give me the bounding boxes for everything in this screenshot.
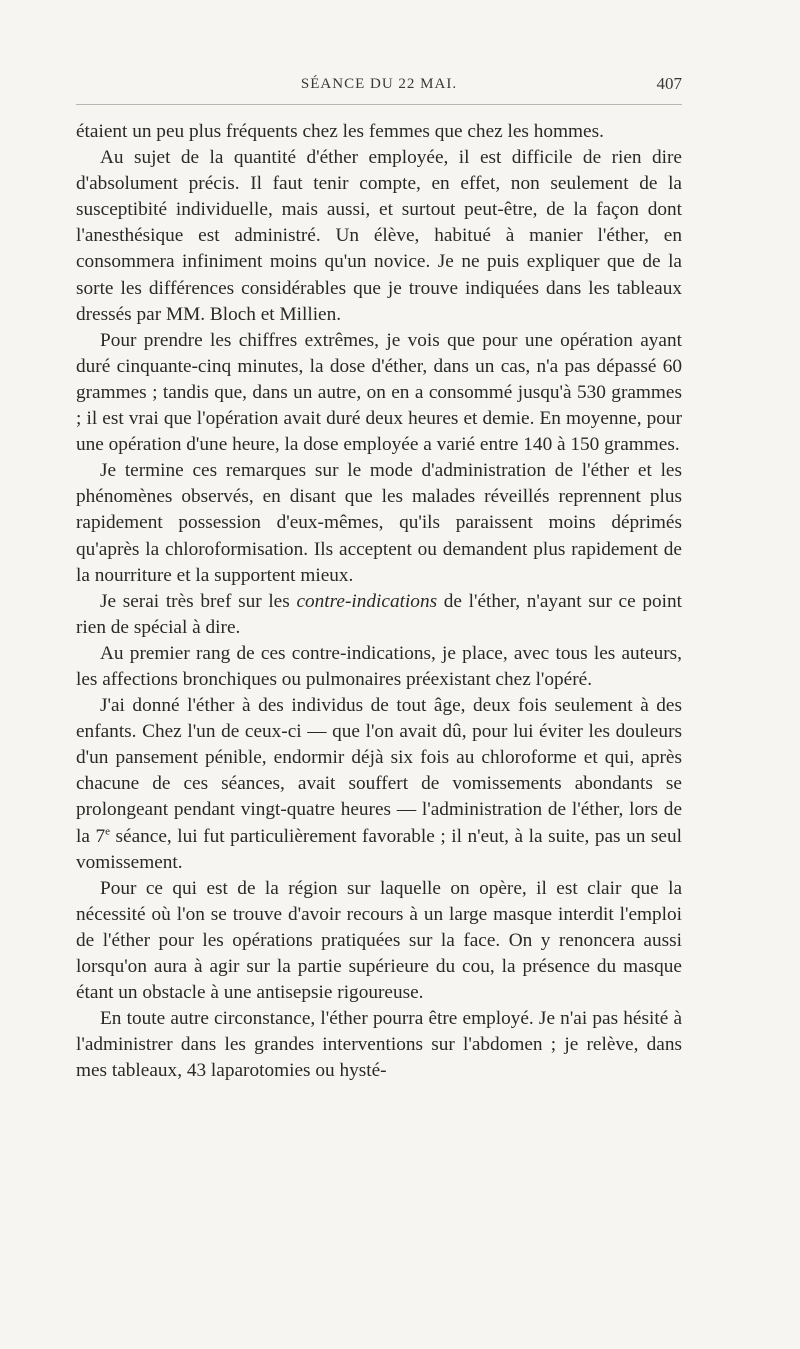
paragraph-5-after: de l'éther, n'ayant sur ce point rien de spécial à dire. — [76, 590, 682, 638]
paragraph-5 — [76, 589, 682, 641]
ordinal-superscript: e — [105, 825, 110, 838]
paragraph-9: En toute autre circonstance, l'éther pourra être employé. Je n'ai pas hésité à l'administrer dans les grandes interventions sur l'abdomen ; je relève, dans mes tableaux, 43 laparotomies ou hysté- — [76, 1008, 682, 1082]
page — [76, 72, 682, 1084]
header-rule — [76, 104, 682, 105]
paragraph-1: étaient un peu plus fréquents chez les femmes que chez les hommes. — [76, 121, 604, 142]
body-text — [76, 119, 682, 1084]
paragraph-4: Je termine ces remarques sur le mode d'administration de l'éther et les phénomènes observés, en disant que les malades réveillés reprennent plus rapidement possession d'eux-mêmes, qu'ils paraissent moins déprimés qu'après la chloroformisation. Ils acceptent ou demandent plus rapidement de la nourriture et la supportent mieux. — [76, 460, 682, 586]
paragraph-6: Au premier rang de ces contre-indications, je place, avec tous les auteurs, les affections bronchiques ou pulmonaires préexistant chez l'opéré. — [76, 642, 682, 690]
running-title: SÉANCE DU 22 MAI. — [300, 76, 458, 92]
paragraph-5-before: Je serai très bref sur les — [100, 590, 297, 612]
running-header — [76, 72, 682, 98]
paragraph-3: Pour prendre les chiffres extrêmes, je vois que pour une opération ayant duré cinquante-cinq minutes, la dose d'éther, dans un cas, n'a pas dépassé 60 grammes ; tandis que, dans un autre, on en a consommé jusqu'à 530 grammes ; il est vrai que l'opération avait duré deux heures et demie. En moyenne, pour une opération d'une heure, la dose employée a varié entre 140 à 150 grammes. — [76, 329, 682, 456]
italic-term: contre-indications — [296, 590, 438, 612]
page-number: 407 — [656, 74, 682, 93]
paragraph-7-before: J'ai donné l'éther à des individus de tout âge, deux fois seulement à des enfants. Chez l'un de ceux-ci — que l'on avait dû, pour lui éviter les douleurs d'un pansement pénible, endormir déjà six fois au chloroforme et qui, après chacune de ces séances, avait souffert de vomissements abondants se prolongeant pendant vingt-quatre heures — l'administration de l'éther, lors de la 7 — [76, 695, 682, 847]
paragraph-2: Au sujet de la quantité d'éther employée, il est difficile de rien dire d'absolument précis. Il faut tenir compte, en effet, non seulement de la susceptibité individuelle, mais aussi, et surtout peut-être, de la façon dont l'anesthésique est administré. Un élève, habitué à manier l'éther, en consommera infiniment moins qu'un novice. Je ne puis expliquer que de la sorte les différences considérables que je trouve indiquées dans les tableaux dressés par MM. Bloch et Millien. — [76, 147, 682, 325]
paragraph-7 — [76, 693, 682, 876]
paragraph-8: Pour ce qui est de la région sur laquelle on opère, il est clair que la nécessité où l'on se trouve d'avoir recours à un large masque interdit l'emploi de l'éther pour les opérations pratiquées sur la face. On y renoncera aussi lorsqu'on aura à agir sur la partie supérieure du cou, la présence du masque étant un obstacle à une antisepsie rigoureuse. — [76, 877, 682, 1004]
paragraph-7-after: séance, lui fut particulièrement favorable ; il n'eut, à la suite, pas un seul vomissement. — [76, 825, 682, 873]
